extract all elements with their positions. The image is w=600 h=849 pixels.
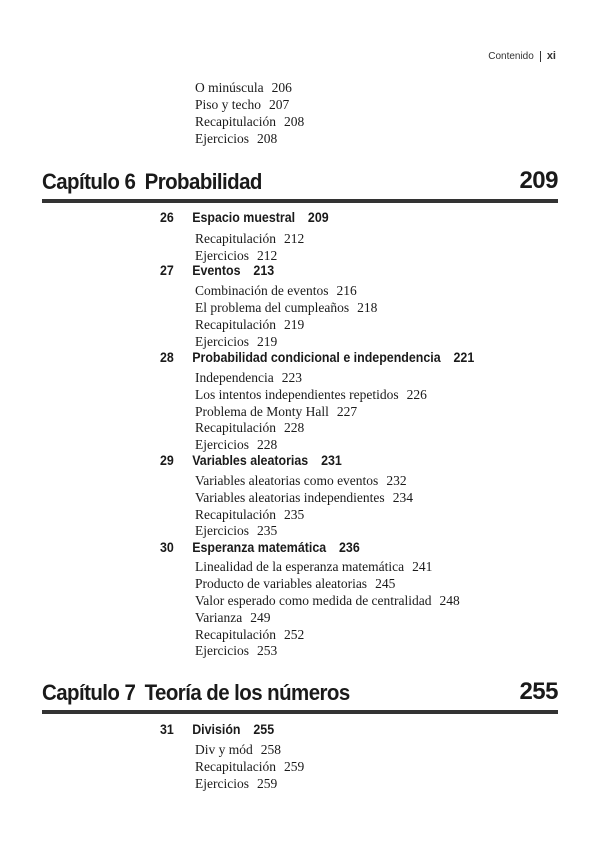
toc-entry (195, 403, 357, 420)
entry-title: Problema de Monty Hall (195, 404, 329, 419)
toc-entry (195, 113, 304, 130)
entry-page: 259 (283, 759, 305, 774)
entry-title: Ejercicios (195, 334, 249, 349)
entry-title: Linealidad de la esperanza matemática (195, 559, 405, 574)
section-title: Eventos (192, 263, 241, 278)
entry-page: 259 (256, 776, 278, 791)
chapter-heading (42, 676, 558, 714)
entry-page: 252 (283, 627, 305, 642)
section-number: 28 (160, 350, 174, 365)
entry-title: Independencia (195, 370, 274, 385)
section-number: 30 (160, 540, 174, 555)
section-number: 29 (160, 453, 174, 468)
entry-page: 235 (256, 523, 278, 538)
section-heading (160, 210, 329, 228)
toc-entry (195, 369, 302, 386)
entry-title: Ejercicios (195, 643, 249, 658)
entry-page: 212 (283, 231, 305, 246)
entry-page: 219 (256, 334, 278, 349)
section-title: División (192, 722, 241, 737)
section-heading (160, 453, 342, 471)
section-number: 27 (160, 263, 174, 278)
toc-entry (195, 282, 357, 299)
toc-entry (195, 96, 289, 113)
toc-entry (195, 472, 407, 489)
entry-title: El problema del cumpleaños (195, 300, 350, 315)
toc-entry (195, 592, 460, 609)
toc-entry (195, 609, 270, 626)
entry-page: 234 (392, 490, 413, 505)
section-page: 221 (453, 350, 475, 365)
chapter-heading (42, 165, 558, 203)
toc-entry (195, 247, 277, 264)
entry-page: 206 (271, 80, 292, 95)
section-heading (160, 350, 474, 368)
section-page: 209 (307, 210, 329, 225)
toc-entry (195, 522, 277, 539)
section-page: 255 (253, 722, 275, 737)
section-title: Esperanza matemática (192, 540, 327, 555)
entry-page: 241 (412, 559, 433, 574)
chapter-label: Capítulo 6 (42, 169, 136, 194)
section-number: 31 (160, 722, 174, 737)
toc-entry (195, 436, 277, 453)
toc-entry (195, 419, 304, 436)
toc-entry (195, 230, 304, 247)
running-head (488, 50, 556, 62)
entry-page: 235 (283, 507, 305, 522)
entry-title: Los intentos independientes repetidos (195, 387, 399, 402)
entry-title: Ejercicios (195, 523, 249, 538)
entry-page: 219 (283, 317, 305, 332)
section-page: 236 (339, 540, 360, 555)
entry-page: 208 (283, 114, 305, 129)
chapter-title (42, 169, 262, 195)
chapter-label: Capítulo 7 (42, 680, 136, 705)
entry-title: Recapitulación (195, 231, 276, 246)
chapter-page: 255 (519, 678, 558, 705)
entry-page: 253 (256, 643, 278, 658)
section-page: 231 (321, 453, 342, 468)
entry-title: Producto de variables aleatorias (195, 576, 368, 591)
entry-page: 216 (336, 283, 357, 298)
section-page: 213 (253, 263, 275, 278)
entry-title: Ejercicios (195, 437, 249, 452)
entry-title: Variables aleatorias como eventos (195, 473, 379, 488)
entry-page: 218 (357, 300, 378, 315)
entry-title: Recapitulación (195, 507, 276, 522)
running-head-divider (540, 51, 541, 62)
entry-title: Ejercicios (195, 248, 249, 263)
entry-title: Variables aleatorias independientes (195, 490, 385, 505)
entry-page: 226 (406, 387, 427, 402)
toc-entry (195, 79, 292, 96)
entry-title: Ejercicios (195, 776, 249, 791)
chapter-title (42, 680, 350, 706)
running-head-page-number: xi (546, 50, 556, 62)
toc-entry (195, 758, 304, 775)
section-title: Probabilidad condicional e independencia (192, 350, 441, 365)
entry-page: 228 (256, 437, 278, 452)
entry-title: Recapitulación (195, 317, 276, 332)
toc-entry (195, 575, 395, 592)
toc-entry (195, 626, 304, 643)
section-heading (160, 540, 360, 558)
toc-entry (195, 386, 427, 403)
chapter-name: Teoría de los números (144, 680, 350, 705)
entry-title: Combinación de eventos (195, 283, 329, 298)
toc-entry (195, 642, 277, 659)
entry-title: Recapitulación (195, 114, 276, 129)
entry-title: Valor esperado como medida de centralidad (195, 593, 432, 608)
toc-entry (195, 506, 304, 523)
entry-page: 228 (283, 420, 305, 435)
entry-page: 223 (281, 370, 302, 385)
entry-title: Recapitulación (195, 627, 276, 642)
entry-page: 212 (256, 248, 278, 263)
entry-title: Ejercicios (195, 131, 249, 146)
toc-entry (195, 558, 432, 575)
entry-page: 258 (260, 742, 282, 757)
toc-entry (195, 130, 277, 147)
entry-title: Varianza (195, 610, 243, 625)
toc-entry (195, 741, 281, 758)
section-number: 26 (160, 210, 174, 225)
section-title: Variables aleatorias (192, 453, 309, 468)
entry-title: Piso y techo (195, 97, 261, 112)
section-title: Espacio muestral (192, 210, 296, 225)
entry-title: O minúscula (195, 80, 264, 95)
entry-page: 249 (250, 610, 271, 625)
entry-page: 208 (256, 131, 278, 146)
entry-title: Div y mód (195, 742, 253, 757)
running-head-label: Contenido (488, 50, 534, 62)
entry-page: 245 (375, 576, 396, 591)
toc-entry (195, 316, 304, 333)
entry-page: 207 (269, 97, 290, 112)
section-heading (160, 263, 274, 281)
entry-title: Recapitulación (195, 759, 276, 774)
entry-title: Recapitulación (195, 420, 276, 435)
entry-page: 248 (439, 593, 460, 608)
toc-entry (195, 489, 413, 506)
toc-entry (195, 333, 277, 350)
entry-page: 232 (386, 473, 407, 488)
chapter-name: Probabilidad (144, 169, 262, 194)
chapter-page: 209 (519, 167, 558, 194)
toc-entry (195, 299, 377, 316)
entry-page: 227 (336, 404, 358, 419)
section-heading (160, 722, 274, 740)
toc-entry (195, 775, 277, 792)
